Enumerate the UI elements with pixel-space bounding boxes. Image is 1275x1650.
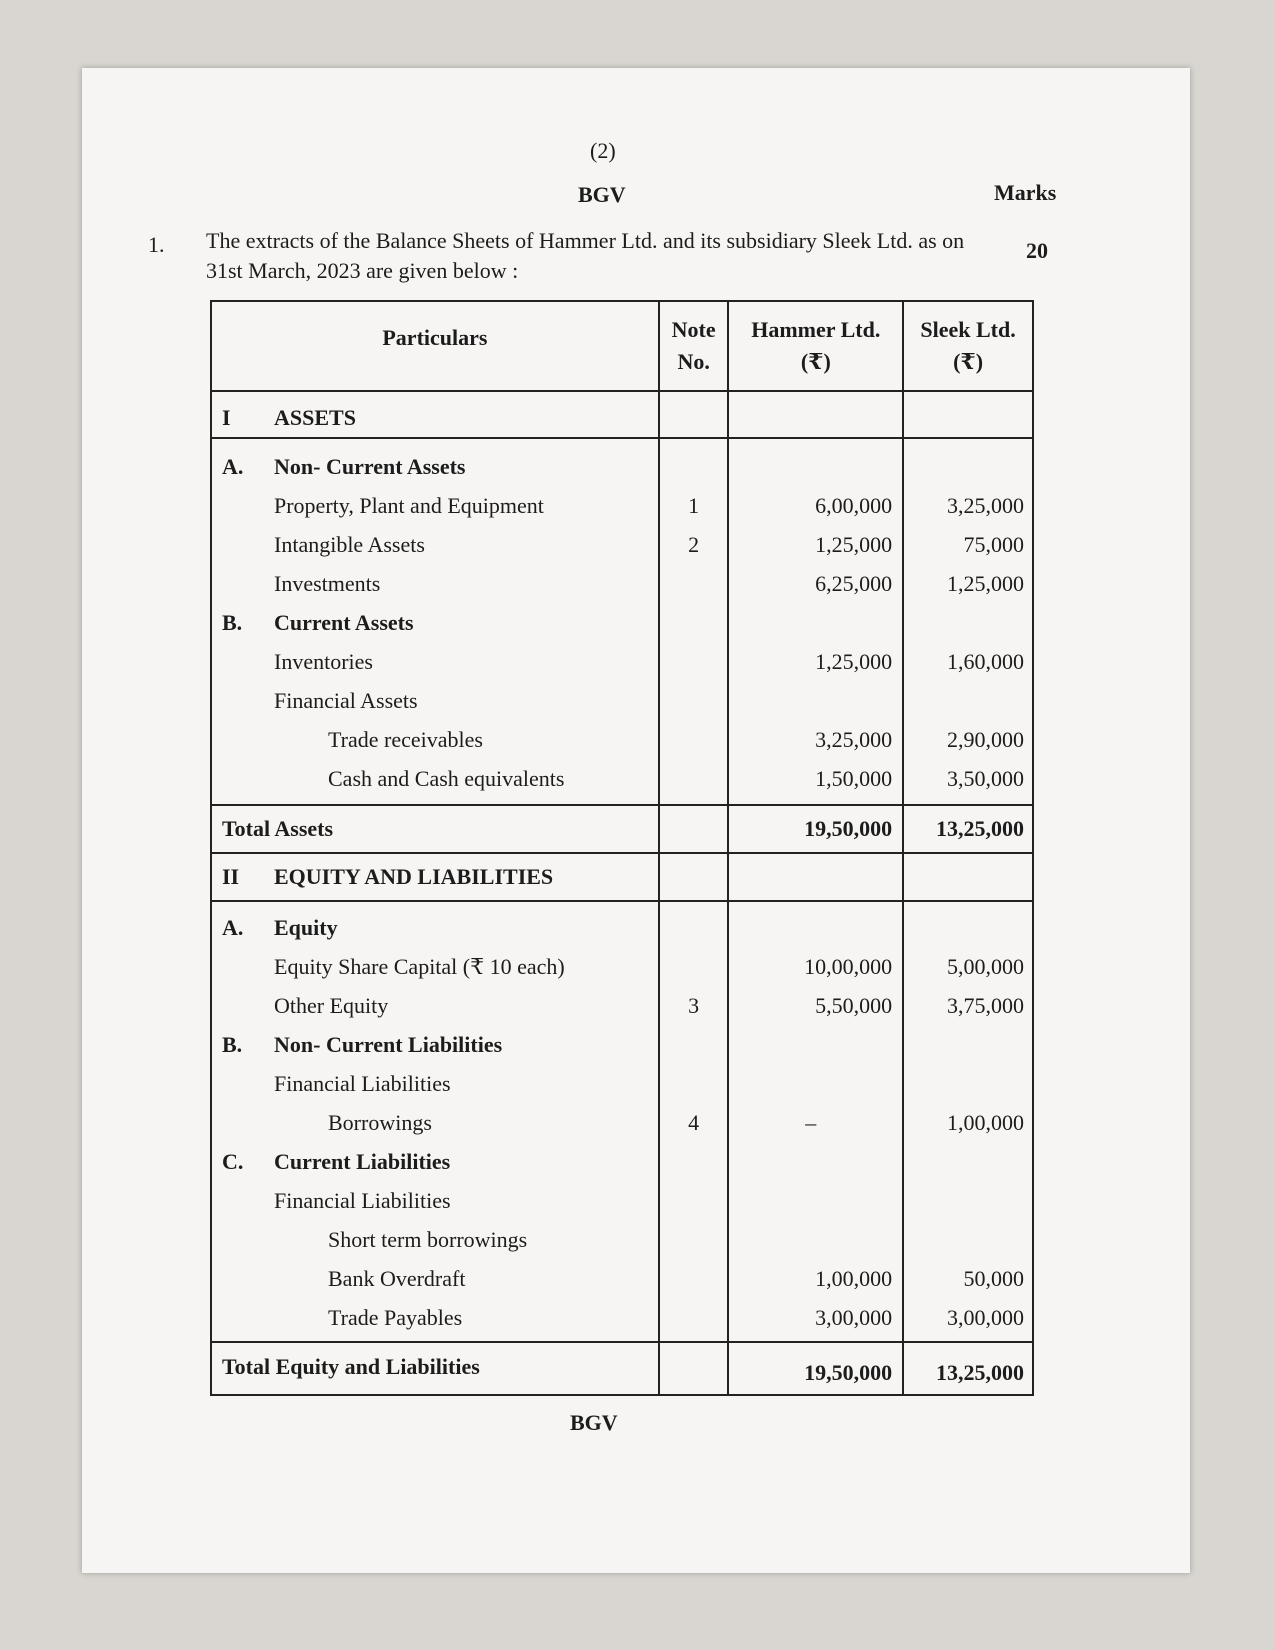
row-short-term-borrowings: Short term borrowings [328, 1227, 528, 1252]
total-assets-row [211, 805, 1033, 853]
hammer-total-assets: 19,50,000 [804, 816, 893, 841]
hammer-share-capital: 10,00,000 [804, 954, 893, 979]
row-bank-overdraft: Bank Overdraft [328, 1266, 466, 1291]
row-other-equity: Other Equity [274, 993, 389, 1018]
note-borrowings: 4 [688, 1110, 700, 1135]
header-sleek-currency: (₹) [953, 349, 984, 374]
row-financial-liabilities-2: Financial Liabilities [274, 1188, 451, 1213]
sleek-intangible: 75,000 [963, 532, 1024, 557]
total-equity-liabilities-label: Total Equity and Liabilities [222, 1354, 480, 1379]
hammer-total-equity-liabilities: 19,50,000 [804, 1360, 893, 1385]
marks-label: Marks [994, 180, 1057, 205]
sleek-total-equity-liabilities: 13,25,000 [936, 1360, 1024, 1385]
row-share-capital: Equity Share Capital (₹ 10 each) [274, 954, 565, 979]
hammer-trade-receivables: 3,25,000 [815, 727, 893, 752]
section-row-assets [211, 391, 1033, 438]
label-a-eq: A. [222, 915, 244, 940]
row-trade-payables: Trade Payables [328, 1305, 463, 1330]
label-b-ca: B. [222, 610, 243, 635]
note-intangible: 2 [688, 532, 700, 557]
total-equity-liabilities-row [211, 1342, 1033, 1395]
section-num-1: I [222, 405, 231, 430]
sleek-borrowings: 1,00,000 [947, 1110, 1024, 1135]
page-number: (2) [590, 138, 616, 163]
row-ppe: Property, Plant and Equipment [274, 493, 544, 518]
hammer-investments: 6,25,000 [815, 571, 893, 596]
note-other-equity: 3 [688, 993, 700, 1018]
equity-liabilities-body [211, 901, 1033, 1342]
sleek-investments: 1,25,000 [947, 571, 1024, 596]
sleek-ppe: 3,25,000 [947, 493, 1024, 518]
question-marks: 20 [1026, 238, 1048, 263]
sleek-trade-receivables: 2,90,000 [947, 727, 1024, 752]
paper-code-top: BGV [578, 182, 626, 207]
question-text: The extracts of the Balance Sheets of Hammer Ltd. and its subsidiary Sleek Ltd. as on 31st March, 2023 are given below : [206, 228, 965, 283]
table-header-row [211, 301, 1033, 391]
title-equity: Equity [274, 915, 338, 940]
sleek-bank-overdraft: 50,000 [963, 1266, 1024, 1291]
title-current-liabilities: Current Liabilities [274, 1149, 451, 1174]
sleek-total-assets: 13,25,000 [936, 816, 1024, 841]
header-sleek: Sleek Ltd. [920, 317, 1016, 342]
header-hammer-currency: (₹) [800, 349, 831, 374]
row-borrowings: Borrowings [328, 1110, 432, 1135]
label-a-nca: A. [222, 454, 244, 479]
header-particulars: Particulars [382, 325, 488, 350]
balance-sheet-table [210, 300, 1034, 1396]
title-current-assets: Current Assets [274, 610, 414, 635]
hammer-ppe: 6,00,000 [815, 493, 893, 518]
total-assets-label: Total Assets [222, 816, 334, 841]
hammer-cash: 1,50,000 [815, 766, 893, 791]
sleek-share-capital: 5,00,000 [947, 954, 1024, 979]
section-row-equity-liabilities [211, 853, 1033, 901]
hammer-bank-overdraft: 1,00,000 [815, 1266, 893, 1291]
row-financial-liabilities-1: Financial Liabilities [274, 1071, 451, 1096]
row-cash: Cash and Cash equivalents [328, 766, 565, 791]
row-investments: Investments [274, 571, 381, 596]
sleek-trade-payables: 3,00,000 [947, 1305, 1024, 1330]
header-note-1: Note [671, 317, 716, 342]
sleek-cash: 3,50,000 [947, 766, 1024, 791]
header-hammer: Hammer Ltd. [751, 317, 881, 342]
question-number: 1. [148, 232, 165, 257]
header-note-2: No. [677, 349, 710, 374]
title-non-current-assets: Non- Current Assets [274, 454, 466, 479]
label-b-ncl: B. [222, 1032, 243, 1057]
section-title-assets: ASSETS [274, 405, 356, 430]
hammer-borrowings: – [805, 1110, 817, 1135]
hammer-intangible: 1,25,000 [815, 532, 893, 557]
paper-code-bottom: BGV [570, 1410, 618, 1435]
hammer-trade-payables: 3,00,000 [815, 1305, 893, 1330]
assets-body [211, 438, 1033, 805]
section-title-equity-liabilities: EQUITY AND LIABILITIES [274, 864, 554, 889]
row-financial-assets: Financial Assets [274, 688, 418, 713]
label-c-cl: C. [222, 1149, 244, 1174]
row-trade-receivables: Trade receivables [328, 727, 483, 752]
title-non-current-liabilities: Non- Current Liabilities [274, 1032, 503, 1057]
row-intangible: Intangible Assets [274, 532, 425, 557]
hammer-inventories: 1,25,000 [815, 649, 893, 674]
sleek-inventories: 1,60,000 [947, 649, 1024, 674]
sleek-other-equity: 3,75,000 [947, 993, 1024, 1018]
row-inventories: Inventories [274, 649, 373, 674]
section-num-2: II [222, 864, 240, 889]
hammer-other-equity: 5,50,000 [815, 993, 893, 1018]
note-ppe: 1 [688, 493, 700, 518]
